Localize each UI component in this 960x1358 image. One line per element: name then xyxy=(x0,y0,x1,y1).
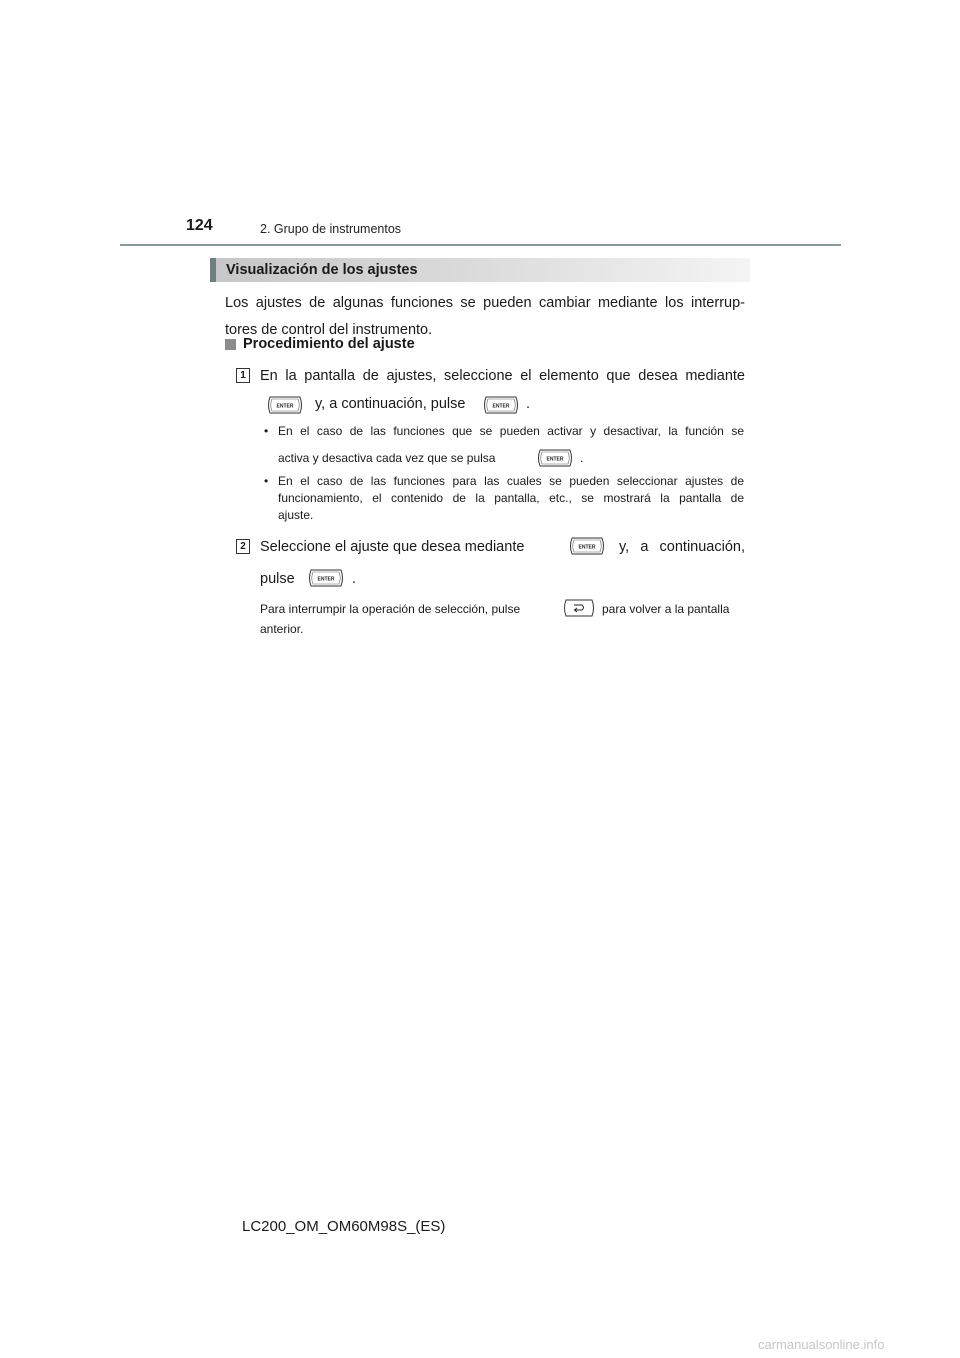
intro-line-1: Los ajustes de algunas funciones se pueden cambiar mediante los interrup- xyxy=(225,295,745,311)
bullet-icon: • xyxy=(264,424,269,438)
procedure-heading xyxy=(225,336,415,352)
section-header xyxy=(210,258,750,282)
enter-label: ENTER xyxy=(276,403,294,410)
section-title: Visualización de los ajustes xyxy=(226,262,418,278)
step-2-line-2a: pulse xyxy=(260,571,295,587)
step-2-note-b: para volver a la pantalla xyxy=(602,602,730,616)
bullet-icon: • xyxy=(264,474,269,488)
watermark: carmanualsonline.info xyxy=(758,1337,885,1352)
svg-text:ENTER: ENTER xyxy=(317,576,335,583)
intro-line-2: tores de control del instrumento. xyxy=(225,322,433,338)
bullet-2-line-2: funcionamiento, el contenido de la pantalla, etc., se mostrará la pantalla de xyxy=(278,491,744,505)
step-2-note-c: anterior. xyxy=(260,622,304,636)
bullet-1-line-2: activa y desactiva cada vez que se pulsa xyxy=(278,451,496,465)
svg-text:ENTER: ENTER xyxy=(578,544,596,551)
procedure-heading-text: Procedimiento del ajuste xyxy=(243,336,415,352)
enter-button-icon xyxy=(307,567,345,589)
chapter-title: 2. Grupo de instrumentos xyxy=(260,222,402,236)
step-2-note-a: Para interrumpir la operación de selección, pulse xyxy=(260,602,521,616)
enter-button-icon xyxy=(482,394,520,416)
svg-text:ENTER: ENTER xyxy=(492,403,510,410)
step-1-badge: 1 xyxy=(236,368,250,383)
back-button-icon xyxy=(562,597,596,619)
step-2-badge: 2 xyxy=(236,539,250,554)
document-code: LC200_OM_OM60M98S_(ES) xyxy=(242,1218,446,1235)
enter-button-icon xyxy=(536,447,574,469)
page-number: 124 xyxy=(186,217,213,234)
step-1-line-2a: y, a continuación, pulse xyxy=(315,396,466,412)
enter-button-icon xyxy=(568,535,606,557)
step-1-line-2b: . xyxy=(526,396,531,412)
bullet-1-line-1: En el caso de las funciones que se pueden activar y desactivar, la función se xyxy=(278,424,744,438)
step-2-line-1a: Seleccione el ajuste que desea mediante xyxy=(260,539,525,555)
bullet-1-line-2-end: . xyxy=(580,451,584,465)
header-divider xyxy=(120,244,841,246)
step-2-line-2b: . xyxy=(352,571,357,587)
enter-button-icon xyxy=(266,394,304,416)
bullet-2-line-3: ajuste. xyxy=(278,508,314,522)
step-2-line-1b: y, a continuación, xyxy=(619,539,745,555)
svg-text:ENTER: ENTER xyxy=(546,456,564,463)
bullet-2-line-1: En el caso de las funciones para las cuales se pueden seleccionar ajustes de xyxy=(278,474,744,488)
step-1-line-1: En la pantalla de ajustes, seleccione el elemento que desea mediante xyxy=(260,368,745,384)
square-bullet-icon xyxy=(225,339,236,350)
